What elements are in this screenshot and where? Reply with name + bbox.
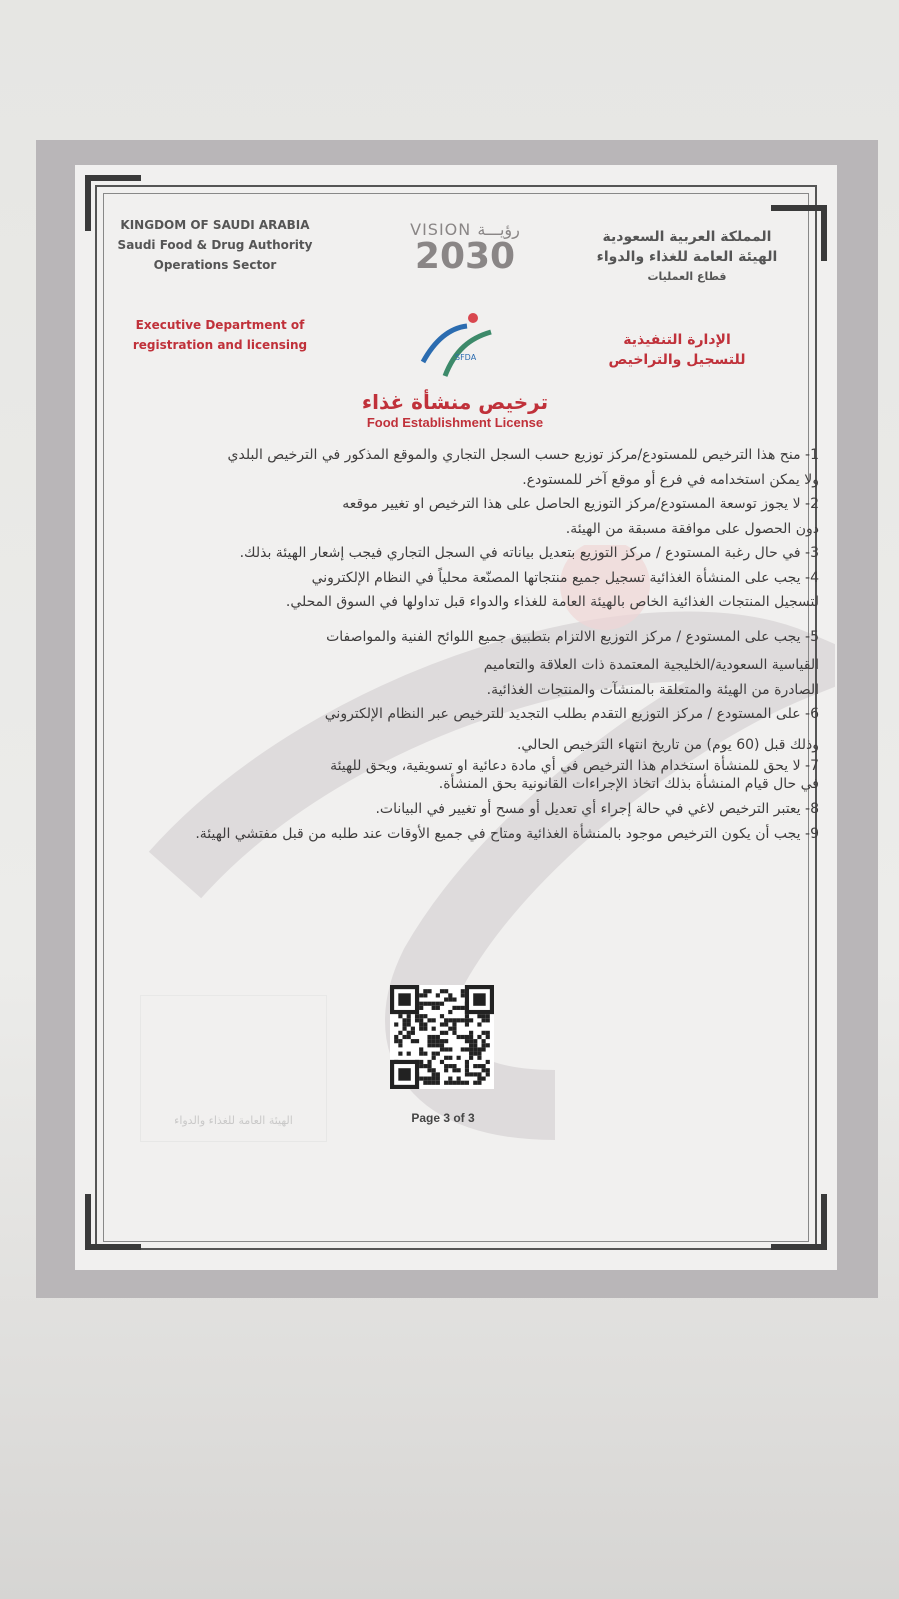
qr-finder	[398, 993, 410, 1005]
qr-module	[436, 1035, 440, 1039]
qr-module	[398, 1014, 402, 1018]
qr-module	[419, 1047, 423, 1051]
qr-module	[477, 1072, 481, 1076]
qr-module	[448, 1047, 452, 1051]
department-line-ar: الإدارة التنفيذية	[623, 332, 731, 348]
qr-module	[407, 1031, 411, 1035]
qr-module	[465, 1018, 469, 1022]
qr-module	[440, 1002, 444, 1006]
qr-module	[432, 1043, 436, 1047]
qr-module	[465, 1022, 469, 1026]
qr-module	[419, 1027, 423, 1031]
qr-module	[444, 1047, 448, 1051]
qr-module	[482, 1018, 486, 1022]
term-line: لتسجيل المنتجات الغذائية الخاص بالهيئة العامة للغذاء والدواء قبل تداولها في السوق المحلي.	[285, 594, 819, 610]
title-arabic: ترخيص منشأة غذاء	[361, 390, 549, 414]
qr-module	[423, 1027, 427, 1031]
qr-module	[432, 1072, 436, 1076]
qr-module	[477, 1064, 481, 1068]
qr-module	[432, 1035, 436, 1039]
qr-module	[423, 1081, 427, 1085]
qr-module	[444, 1018, 448, 1022]
department-english	[130, 315, 310, 355]
department-line-ar: للتسجيل والتراخيص	[608, 352, 746, 368]
qr-module	[457, 1081, 461, 1085]
qr-module	[482, 1077, 486, 1081]
authority-name-ar: الهيئة العامة للغذاء والدواء	[596, 249, 778, 265]
qr-module	[432, 1068, 436, 1072]
qr-module	[440, 1014, 444, 1018]
qr-module	[477, 1077, 481, 1081]
qr-module	[486, 1043, 490, 1047]
qr-module	[486, 1014, 490, 1018]
qr-module	[423, 993, 427, 997]
qr-module	[427, 1002, 431, 1006]
qr-module	[419, 1014, 423, 1018]
authority-name: Saudi Food & Drug Authority	[117, 238, 313, 252]
qr-module	[469, 1047, 473, 1051]
qr-module	[411, 1031, 415, 1035]
qr-module	[469, 1035, 473, 1039]
qr-module	[465, 1035, 469, 1039]
department-line: Executive Department of	[135, 318, 305, 332]
qr-module	[448, 1027, 452, 1031]
qr-module	[427, 1077, 431, 1081]
qr-module	[469, 1056, 473, 1060]
qr-module	[398, 1052, 402, 1056]
department-line: registration and licensing	[132, 338, 308, 352]
qr-module	[436, 1002, 440, 1006]
qr-module	[477, 1056, 481, 1060]
qr-module	[402, 1035, 406, 1039]
qr-module	[436, 1006, 440, 1010]
term-line: في حال قيام المنشأة بذلك اتخاذ الإجراءات القانونية بحق المنشأة.	[438, 776, 819, 792]
qr-module	[407, 1018, 411, 1022]
qr-module	[436, 1077, 440, 1081]
qr-module	[452, 1068, 456, 1072]
department-arabic	[587, 330, 767, 370]
qr-module	[419, 1006, 423, 1010]
qr-module	[444, 1056, 448, 1060]
sfda-logo-icon	[415, 310, 495, 380]
qr-module	[457, 1035, 461, 1039]
qr-module	[440, 1060, 444, 1064]
qr-module	[465, 1064, 469, 1068]
qr-module	[469, 1043, 473, 1047]
qr-module	[436, 1039, 440, 1043]
qr-module	[411, 1027, 415, 1031]
qr-module	[477, 1047, 481, 1051]
qr-module	[461, 993, 465, 997]
qr-module	[432, 1018, 436, 1022]
qr-module	[415, 1039, 419, 1043]
qr-module	[469, 1031, 473, 1035]
header-english	[115, 215, 315, 275]
vision-label: VISION رؤيـــة	[410, 220, 520, 239]
qr-module	[465, 1047, 469, 1051]
page-number: Page 3 of 3	[411, 1111, 475, 1125]
qr-module	[419, 1064, 423, 1068]
qr-module	[486, 1031, 490, 1035]
qr-module	[423, 1002, 427, 1006]
qr-module	[394, 1022, 398, 1026]
qr-module	[419, 1052, 423, 1056]
qr-module	[457, 1068, 461, 1072]
qr-module	[473, 1043, 477, 1047]
term-line: وذلك قبل (60 يوم) من تاريخ انتهاء الترخيص الحالي.	[516, 736, 819, 753]
qr-module	[419, 1022, 423, 1026]
corner-ornament	[85, 1194, 141, 1250]
qr-module	[452, 1081, 456, 1085]
qr-module	[444, 1031, 448, 1035]
term-line: 5- يجب على المستودع / مركز التوزيع الالتزام بتطبيق جميع اللوائح الفنية والمواصفات	[326, 628, 819, 645]
qr-module	[427, 1035, 431, 1039]
qr-module	[423, 1014, 427, 1018]
qr-module	[477, 1052, 481, 1056]
qr-module	[457, 1056, 461, 1060]
qr-module	[465, 1072, 469, 1076]
qr-module	[440, 1022, 444, 1026]
qr-module	[482, 1031, 486, 1035]
qr-module	[427, 1039, 431, 1043]
qr-module	[461, 1018, 465, 1022]
qr-module	[423, 989, 427, 993]
qr-module	[432, 1056, 436, 1060]
qr-module	[461, 1006, 465, 1010]
qr-module	[444, 1064, 448, 1068]
qr-module	[419, 1002, 423, 1006]
qr-module	[457, 1077, 461, 1081]
qr-module	[444, 1081, 448, 1085]
qr-module	[423, 1077, 427, 1081]
qr-module	[465, 1068, 469, 1072]
qr-module	[448, 1077, 452, 1081]
stamp-text: الهيئة العامة للغذاء والدواء	[174, 1114, 293, 1127]
qr-module	[482, 1047, 486, 1051]
qr-module	[415, 1014, 419, 1018]
qr-module	[427, 989, 431, 993]
qr-module	[469, 1039, 473, 1043]
qr-module	[440, 1031, 444, 1035]
qr-module	[419, 1077, 423, 1081]
qr-module	[427, 1081, 431, 1085]
qr-module	[427, 1060, 431, 1064]
qr-module	[423, 1022, 427, 1026]
qr-module	[432, 1002, 436, 1006]
qr-module	[436, 1072, 440, 1076]
qr-module	[432, 1081, 436, 1085]
qr-module	[448, 997, 452, 1001]
qr-module	[469, 1018, 473, 1022]
qr-module	[473, 1081, 477, 1085]
qr-module	[411, 1039, 415, 1043]
qr-module	[402, 1018, 406, 1022]
qr-module	[402, 1022, 406, 1026]
qr-module	[448, 1056, 452, 1060]
qr-module	[402, 1027, 406, 1031]
qr-module	[444, 1022, 448, 1026]
qr-module	[448, 1064, 452, 1068]
qr-module	[448, 993, 452, 997]
qr-module	[394, 1035, 398, 1039]
qr-module	[398, 1039, 402, 1043]
qr-module	[398, 1031, 402, 1035]
term-line: 3- في حال رغبة المستودع / مركز التوزيع بتعديل بياناته في السجل التجاري فيجب إشعار الهيئة بذلك.	[239, 545, 819, 561]
qr-module	[477, 1035, 481, 1039]
qr-module	[448, 1081, 452, 1085]
qr-module	[398, 1043, 402, 1047]
qr-module	[486, 1035, 490, 1039]
qr-module	[444, 989, 448, 993]
header-arabic	[587, 227, 787, 287]
qr-module	[469, 1072, 473, 1076]
term-line: دون الحصول على موافقة مسبقة من الهيئة.	[565, 520, 819, 537]
qr-module	[407, 1035, 411, 1039]
qr-module	[457, 1018, 461, 1022]
vision-year: 2030	[414, 236, 516, 277]
qr-module	[461, 1047, 465, 1051]
qr-module	[482, 1043, 486, 1047]
corner-ornament	[771, 1194, 827, 1250]
qr-module	[482, 1039, 486, 1043]
qr-module	[465, 1039, 469, 1043]
qr-module	[444, 1068, 448, 1072]
sector-name: Operations Sector	[153, 258, 277, 272]
license-page	[75, 165, 837, 1270]
qr-module	[461, 1081, 465, 1085]
title-english: Food Establishment License	[366, 415, 544, 430]
term-line: 7- لا يحق للمنشأة استخدام هذا الترخيص في أي مادة دعائية او تسويقية، ويحق للهيئة	[330, 758, 819, 774]
qr-module	[482, 1014, 486, 1018]
qr-module	[394, 1039, 398, 1043]
logo-text: SFDA	[455, 353, 477, 362]
qr-module	[440, 1047, 444, 1051]
qr-module	[436, 1052, 440, 1056]
term-line: الصادرة من الهيئة والمتعلقة بالمنشآت والمنتجات الغذائية.	[486, 681, 819, 698]
qr-module	[432, 1052, 436, 1056]
qr-module	[457, 1006, 461, 1010]
qr-module	[407, 1014, 411, 1018]
qr-module	[432, 1027, 436, 1031]
qr-module	[448, 1018, 452, 1022]
term-line: ولا يمكن استخدامه في فرع أو موقع آخر للمستودع.	[522, 471, 819, 488]
qr-module	[419, 1060, 423, 1064]
qr-module	[482, 1068, 486, 1072]
term-line: 9- يجب أن يكون الترخيص موجود بالمنشأة الغذائية ومتاح في جميع الأوقات عند طلبه من قبل مفتشي الهيئة.	[195, 825, 819, 842]
qr-module	[465, 1014, 469, 1018]
qr-code[interactable]	[390, 985, 494, 1089]
qr-module	[440, 1043, 444, 1047]
qr-module	[465, 1081, 469, 1085]
qr-module	[452, 1018, 456, 1022]
country-name: KINGDOM OF SAUDI ARABIA	[120, 218, 310, 232]
qr-module	[465, 1060, 469, 1064]
qr-module	[419, 1018, 423, 1022]
qr-module	[477, 1022, 481, 1026]
qr-module	[473, 1052, 477, 1056]
term-line: 8- يعتبر الترخيص لاغي في حالة إجراء أي تعديل أو مسح أو تغيير في البيانات.	[375, 801, 819, 817]
term-line: 2- لا يجوز توسعة المستودع/مركز التوزيع الحاصل على هذا الترخيص او تغيير موقعه	[342, 496, 819, 512]
qr-module	[473, 1072, 477, 1076]
qr-module	[461, 989, 465, 993]
qr-module	[427, 1043, 431, 1047]
country-name-ar: المملكة العربية السعودية	[602, 229, 772, 245]
license-terms	[139, 443, 819, 846]
qr-module	[432, 1006, 436, 1010]
term-line: القياسية السعودية/الخليجية المعتمدة ذات العلاقة والتعاميم	[483, 657, 819, 673]
qr-finder	[398, 1068, 410, 1080]
qr-module	[427, 1064, 431, 1068]
term-line: 6- على المستودع / مركز التوزيع التقدم بطلب التجديد للترخيص عبر النظام الإلكتروني	[324, 706, 819, 722]
qr-module	[486, 1018, 490, 1022]
qr-module	[452, 997, 456, 1001]
qr-module	[452, 1064, 456, 1068]
qr-module	[427, 1018, 431, 1022]
qr-module	[448, 1010, 452, 1014]
qr-module	[415, 1018, 419, 1022]
qr-module	[440, 989, 444, 993]
qr-module	[436, 993, 440, 997]
qr-module	[452, 1022, 456, 1026]
qr-module	[432, 1039, 436, 1043]
qr-module	[486, 1060, 490, 1064]
sector-name-ar: قطاع العمليات	[647, 270, 727, 283]
term-line: 4- يجب على المنشأة الغذائية تسجيل جميع منتجاتها المصنّعة محلياً في النظام الإلكتروني	[311, 569, 819, 586]
qr-module	[473, 1064, 477, 1068]
qr-module	[407, 1052, 411, 1056]
qr-module	[469, 1052, 473, 1056]
qr-module	[423, 1064, 427, 1068]
qr-module	[477, 1014, 481, 1018]
qr-module	[452, 1031, 456, 1035]
qr-module	[444, 997, 448, 1001]
qr-module	[452, 1006, 456, 1010]
qr-module	[444, 1039, 448, 1043]
qr-module	[440, 1039, 444, 1043]
term-line: 1- منح هذا الترخيص للمستودع/مركز توزيع حسب السجل التجاري والموقع المذكور في الترخيص البلدي	[227, 447, 819, 463]
qr-module	[486, 1068, 490, 1072]
qr-module	[473, 1047, 477, 1051]
qr-module	[436, 1081, 440, 1085]
vision-2030-logo	[395, 220, 535, 275]
qr-module	[452, 1027, 456, 1031]
qr-module	[461, 1035, 465, 1039]
qr-module	[432, 1077, 436, 1081]
qr-module	[427, 1068, 431, 1072]
qr-module	[482, 1064, 486, 1068]
faded-stamp	[140, 995, 327, 1142]
qr-module	[407, 1022, 411, 1026]
qr-module	[477, 1081, 481, 1085]
qr-module	[419, 993, 423, 997]
qr-module	[423, 1052, 427, 1056]
qr-module	[436, 1043, 440, 1047]
qr-module	[486, 1072, 490, 1076]
qr-module	[473, 1039, 477, 1043]
qr-finder	[473, 993, 485, 1005]
